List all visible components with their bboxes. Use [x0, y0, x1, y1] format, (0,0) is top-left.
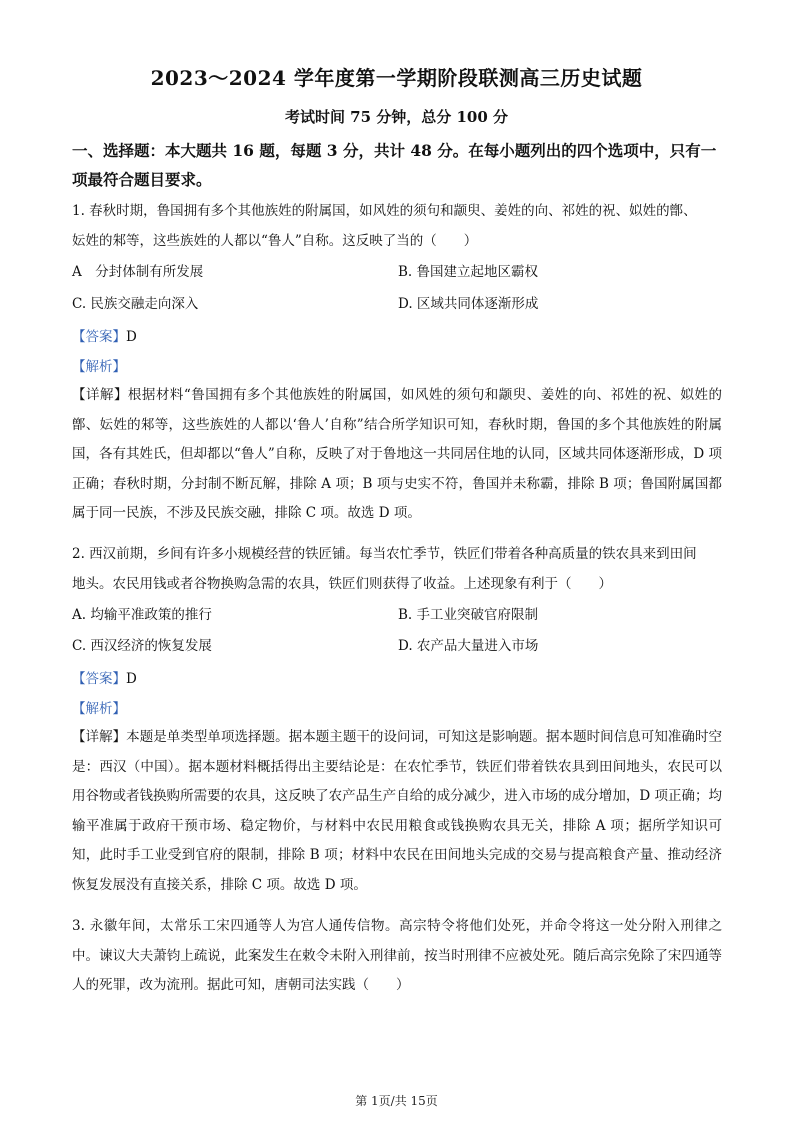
q2-option-c: C. 西汉经济的恢复发展	[72, 638, 212, 654]
q2-answer	[72, 669, 137, 689]
q1-stem-line1: 1. 春秋时期，鲁国拥有多个其他族姓的附属国，如风姓的须句和颛臾、姜姓的向、祁姓的祝、姒姓的鄫、	[72, 203, 697, 219]
detail-text: 根据材料“鲁国拥有多个其他族姓的附属国，如风姓的须句和颛臾、姜姓的向、祁姓的祝、姒姓的鄫、妘姓的邾等，这些族姓的人都以‘鲁人’自称”结合所学知识可知，春秋时期，鲁国的多个其他族姓的附属国，各有其姓氏，但却都以“鲁人”自称，反映了对于鲁地这一共同居住地的认同，区域共同体逐渐形成，D 项正确；春秋时期，分封制不断瓦解，排除 A 项；B 项与史实不符，鲁国并未称霸，排除 B 项；鲁国附属国都属于同一民族，不涉及民族交融，排除 C 项。故选 D 项。	[72, 387, 722, 521]
q1-answer	[72, 327, 137, 347]
analysis-tag: 【解析】	[72, 701, 126, 717]
q2-stem-line2: 地头。农民用钱或者谷物换购急需的农具，铁匠们则获得了收益。上述现象有利于（ ）	[72, 576, 612, 592]
section-heading: 一、选择题：本大题共 16 题，每题 3 分，共计 48 分。在每小题列出的四个选项中，只有一项最符合题目要求。	[72, 141, 717, 189]
answer-tag: 【答案】	[72, 329, 126, 345]
q2-option-d: D. 农产品大量进入市场	[398, 638, 539, 654]
answer-value: D	[126, 671, 137, 687]
q1-stem-line2: 妘姓的邾等，这些族姓的人都以“鲁人”自称。这反映了当的（ ）	[72, 233, 478, 249]
analysis-tag: 【解析】	[72, 359, 126, 375]
page-footer: 第 1页/共 15页	[355, 1094, 438, 1108]
q1-detail	[72, 381, 722, 529]
answer-tag: 【答案】	[72, 671, 126, 687]
exam-subtitle: 考试时间 75 分钟，总分 100 分	[284, 108, 509, 126]
q2-option-a: A. 均输平准政策的推行	[72, 607, 212, 623]
detail-tag: 【详解】	[72, 387, 128, 403]
q2-analysis	[72, 699, 126, 719]
q1-option-a: A 分封体制有所发展	[72, 264, 204, 280]
q1-option-d: D. 区域共同体逐渐形成	[398, 296, 539, 312]
q2-stem-line1: 2. 西汉前期，乡间有许多小规模经营的铁匠铺。每当农忙季节，铁匠们带着各种高质量的铁农具来到田间	[72, 546, 697, 562]
detail-text: 本题是单类型单项选择题。据本题主题干的设问词，可知这是影响题。据本题时间信息可知准确时空是：西汉（中国）。据本题材料概括得出主要结论是：在农忙季节，铁匠们带着铁农具到田间地头，农民可以用谷物或者钱换购所需要的农具，这反映了农产品生产自给的成分减少，进入市场的成分增加，D 项正确；均输平准属于政府干预市场、稳定物价，与材料中农民用粮食或钱换购农具无关，排除 A 项；据所学知识可知，此时手工业受到官府的限制，排除 B 项；材料中农民在田间地头完成的交易与提高粮食产量、推动经济恢复发展没有直接关系，排除 C 项。故选 D 项。	[72, 729, 723, 893]
q1-analysis	[72, 357, 126, 377]
q2-option-b: B. 手工业突破官府限制	[398, 607, 539, 623]
detail-tag: 【详解】	[72, 729, 127, 745]
exam-title: 2023～2024 学年度第一学期阶段联测高三历史试题	[150, 66, 643, 90]
answer-value: D	[126, 329, 137, 345]
q1-option-b: B. 鲁国建立起地区霸权	[398, 264, 539, 280]
q2-detail	[72, 723, 722, 900]
q1-option-c: C. 民族交融走向深入	[72, 296, 199, 312]
q3-stem: 3. 永徽年间，太常乐工宋四通等人为宫人通传信物。高宗特令将他们处死，并命令将这一处分附入刑律之中。谏议大夫萧钧上疏说，此案发生在敕令未附入刑律前，按当时刑律不应被处死。随后高宗免除了宋四通等人的死罪，改为流刑。据此可知，唐朝司法实践（ ）	[72, 918, 722, 993]
